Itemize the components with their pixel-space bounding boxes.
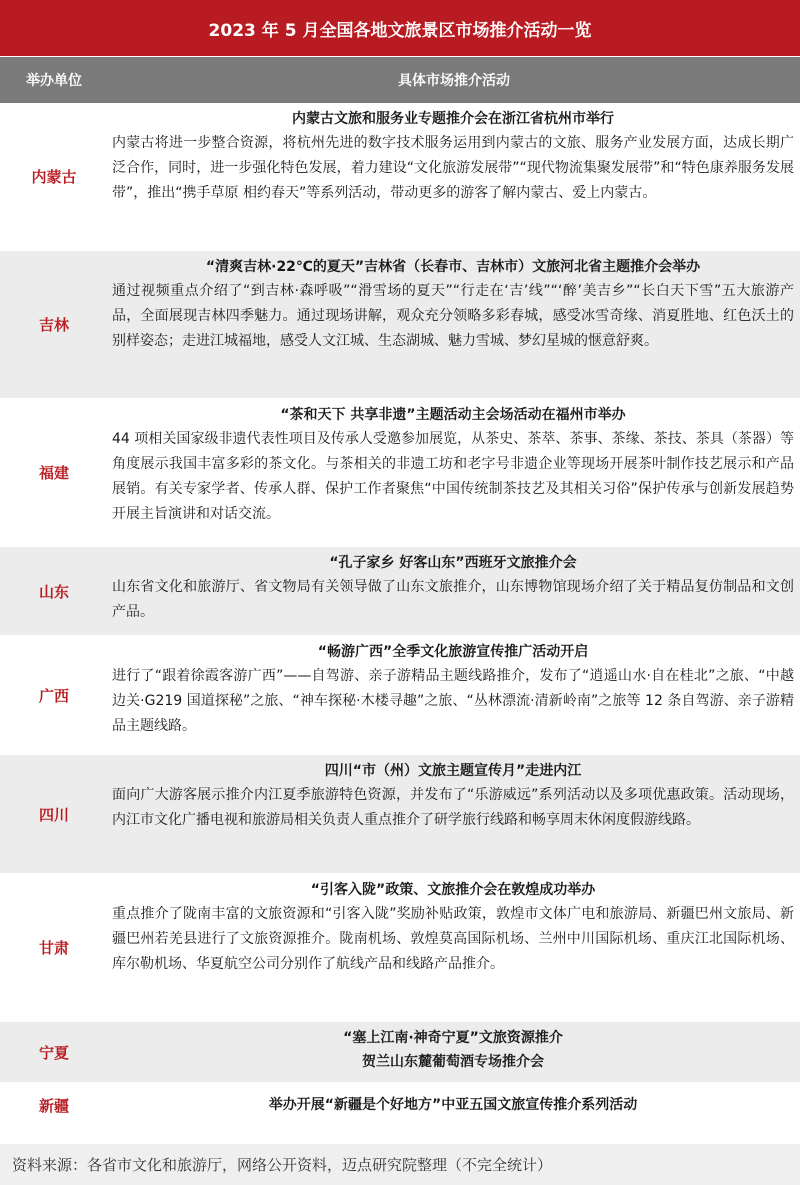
activity-body: 内蒙古将进一步整合资源，将杭州先进的数字技术服务运用到内蒙古的文旅、服务产业发展方面，达成长期广泛合作，同时，进一步强化特色发展，着力建设“文化旅游发展带”“现代物流集聚发展带”和“特色康养服务发展带”，推出“携手草原 相约春天”等系列活动，带动更多的游客了解内蒙古、爱上内蒙古。 <box>112 135 794 201</box>
row-activity <box>108 755 800 873</box>
row-unit: 广西 <box>38 686 69 705</box>
activity-title: 举办开展“新疆是个好地方”中亚五国文旅宣传推介系列活动 <box>268 1097 638 1113</box>
row-activity <box>108 103 800 250</box>
row-activity <box>108 636 800 754</box>
activity-title: “塞上江南·神奇宁夏”文旅资源推介 <box>343 1030 563 1046</box>
row-unit: 宁夏 <box>38 1043 69 1062</box>
activity-body: 通过视频重点介绍了“到吉林·森呼吸”“滑雪场的夏天”“行走在‘吉’线”“‘醉’美吉乡”“长白天下雪”五大旅游产品，全面展现吉林四季魅力。通过现场讲解，观众充分领略多彩春城，感受冰雪奇缘、消夏胜地、红色沃土的别样姿态；走进江城福地，感受人文江城、生态湖城、魅力雪城、梦幻星城的惬意舒爽。 <box>112 283 794 349</box>
row-unit: 吉林 <box>38 316 69 334</box>
table-row <box>0 547 800 636</box>
table-row <box>0 874 800 1022</box>
activity-body: 重点推介了陇南丰富的文旅资源和“引客入陇”奖励补贴政策，敦煌市文体广电和旅游局、新疆巴州文旅局、新疆巴州若羌县进行了文旅资源推介。陇南机场、敦煌莫高国际机场、兰州中川国际机场、重庆江北国际机场、库尔勒机场、华夏航空公司分别作了航线产品和线路产品推介。 <box>112 906 794 972</box>
header-activity: 具体市场推介活动 <box>398 73 510 89</box>
table-row <box>0 251 800 399</box>
activity-title: 内蒙古文旅和服务业专题推介会在浙江省杭州市举行 <box>292 111 614 127</box>
activity-title: “清爽吉林·22℃的夏天”吉林省（长春市、吉林市）文旅河北省主题推介会举办 <box>205 259 701 275</box>
row-activity <box>108 251 800 398</box>
activity-title: “茶和天下 共享非遗”主题活动主会场活动在福州市举办 <box>280 407 626 423</box>
activity-title: “畅游广西”全季文化旅游宣传推广活动开启 <box>317 644 589 660</box>
table-row <box>0 1083 800 1128</box>
row-activity <box>108 874 800 1021</box>
row-activity <box>108 1083 800 1127</box>
activity-body: 面向广大游客展示推介内江夏季旅游特色资源，并发布了“乐游威远”系列活动以及多项优惠政策。活动现场，内江市文化广播电视和旅游局相关负责人重点推介了研学旅行线路和畅享周末休闲度假游线路。 <box>112 787 794 828</box>
row-activity <box>108 399 800 546</box>
activity-title: “孔子家乡 好客山东”西班牙文旅推介会 <box>329 555 577 571</box>
row-unit: 山东 <box>38 582 69 601</box>
row-unit: 内蒙古 <box>31 168 77 186</box>
row-unit: 新疆 <box>38 1096 69 1115</box>
table-row <box>0 636 800 755</box>
activity-body: 进行了“跟着徐霞客游广西”——自驾游、亲子游精品主题线路推介，发布了“逍遥山水·自在桂北”之旅、“中越边关·G219 国道探秘”之旅、“神车探秘·木楼寻趣”之旅、“丛林漂流·清新岭南”之旅等 12 条自驾游、亲子游精品主题线路。 <box>112 668 794 734</box>
activity-title: 四川“市（州）文旅主题宣传月”走进内江 <box>324 763 582 779</box>
row-unit: 四川 <box>38 805 69 824</box>
table-row <box>0 399 800 547</box>
row-activity <box>108 1022 800 1082</box>
activity-title: 贺兰山东麓葡萄酒专场推介会 <box>362 1054 544 1070</box>
row-unit: 甘肃 <box>38 939 69 957</box>
table-row <box>0 755 800 874</box>
page-title: 2023 年 5 月全国各地文旅景区市场推介活动一览 <box>0 0 800 56</box>
activity-body: 44 项相关国家级非遗代表性项目及传承人受邀参加展览，从茶史、茶萃、茶事、茶缘、茶技、茶具（茶器）等角度展示我国丰富多彩的茶文化。与茶相关的非遗工坊和老字号非遗企业等现场开展茶叶制作技艺展示和产品展销。有关专家学者、传承人群、保护工作者聚焦“中国传统制茶技艺及其相关习俗”保护传承与创新发展趋势开展主旨演讲和对话交流。 <box>112 431 794 522</box>
activity-title: “引客入陇”政策、文旅推介会在敦煌成功举办 <box>310 882 596 898</box>
row-activity <box>108 547 800 635</box>
source-note: 资料来源：各省市文化和旅游厅，网络公开资料，迈点研究院整理（不完全统计） <box>0 1144 800 1185</box>
activity-body: 山东省文化和旅游厅、省文物局有关领导做了山东文旅推介，山东博物馆现场介绍了关于精品复仿制品和文创产品。 <box>112 579 794 620</box>
table-row <box>0 103 800 251</box>
table-header <box>0 56 800 103</box>
table-row <box>0 1022 800 1083</box>
header-unit: 举办单位 <box>26 73 82 89</box>
row-unit: 福建 <box>38 464 69 482</box>
